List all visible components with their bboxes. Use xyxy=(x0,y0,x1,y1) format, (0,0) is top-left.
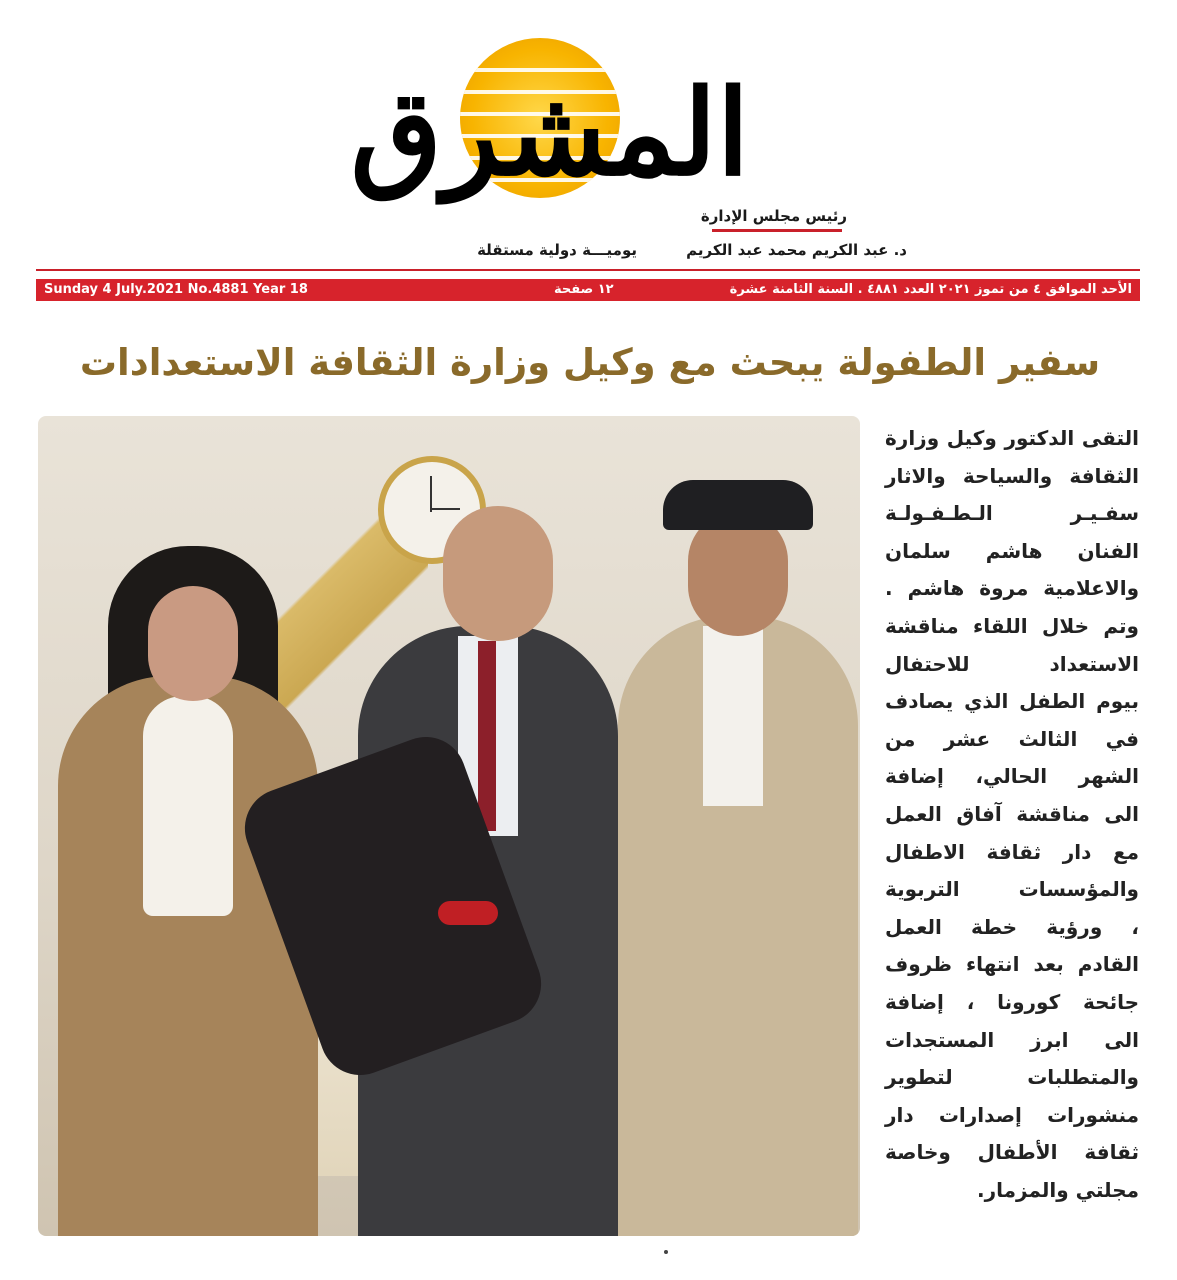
center-man-tie xyxy=(478,641,496,831)
bouquet-ribbon xyxy=(438,901,498,925)
board-underline xyxy=(712,229,842,232)
article-line: الاستعداد للاحتفال xyxy=(885,651,1139,676)
article-line: وتم خلال اللقاء مناقشة xyxy=(885,613,1139,638)
article-line: في الثالث عشر من xyxy=(885,726,1139,751)
article-line: القادم بعد انتهاء ظروف xyxy=(885,952,1139,977)
hat-icon xyxy=(663,480,813,530)
logo-wordmark: المشرق xyxy=(350,63,750,202)
woman-face xyxy=(148,586,238,701)
dateline-english: Sunday 4 July.2021 No.4881 Year 18 xyxy=(44,282,308,297)
masthead xyxy=(0,0,1177,297)
article-line: بيوم الطفل الذي يصادف xyxy=(885,689,1139,714)
article-line: الفنان هاشم سلمان xyxy=(885,538,1139,563)
woman-blouse xyxy=(143,696,233,916)
dateline-arabic: الأحد الموافق ٤ من تموز ٢٠٢١ العدد ٤٨٨١ . السنة الثامنة عشرة xyxy=(729,282,1132,297)
article-line: الشهر الحالي، إضافة xyxy=(885,764,1139,789)
board-label: رئيس مجلس الإدارة xyxy=(700,207,847,225)
article-line: والمؤسسات التربوية xyxy=(885,877,1139,902)
article-line: ثقافة الأطفال وخاصة xyxy=(885,1140,1139,1165)
page-mark xyxy=(664,1250,668,1254)
article-photo xyxy=(38,416,860,1236)
article-line: الى مناقشة آفاق العمل xyxy=(885,801,1139,826)
newspaper-logo xyxy=(350,28,750,228)
article-line: مجلتي والمزمار. xyxy=(977,1177,1139,1202)
article-line: مع دار ثقافة الاطفال xyxy=(885,839,1139,864)
masthead-rule xyxy=(36,269,1140,271)
right-man-shirt xyxy=(703,626,763,806)
article-line: منشورات إصدارات دار xyxy=(885,1102,1139,1127)
chairman-name: د. عبد الكريم محمد عبد الكريم xyxy=(686,241,907,259)
newspaper-tagline: يوميـــة دولية مستقلة xyxy=(477,241,637,259)
article-line: ، ورؤية خطة العمل xyxy=(885,914,1139,939)
page-count: ١٢ صفحة xyxy=(554,282,614,297)
dateline-bar xyxy=(36,279,1140,301)
article-line: سفـيـر الـطـفـولـة xyxy=(885,501,1139,526)
article-headline: سفير الطفولة يبحث مع وكيل وزارة الثقافة الاستعدادات xyxy=(79,341,1101,384)
article-line: الثقافة والسياحة والاثار xyxy=(885,463,1139,488)
article-line: والاعلامية مروة هاشم . xyxy=(885,576,1139,601)
article-line: جائحة كورونا ، إضافة xyxy=(885,989,1139,1014)
center-man-face xyxy=(443,506,553,641)
article-line: الى ابرز المستجدات xyxy=(885,1027,1139,1052)
article-line: التقى الدكتور وكيل وزارة xyxy=(885,426,1139,450)
article-line: والمتطلبات لتطوير xyxy=(885,1065,1139,1090)
article-body xyxy=(885,420,1139,1209)
